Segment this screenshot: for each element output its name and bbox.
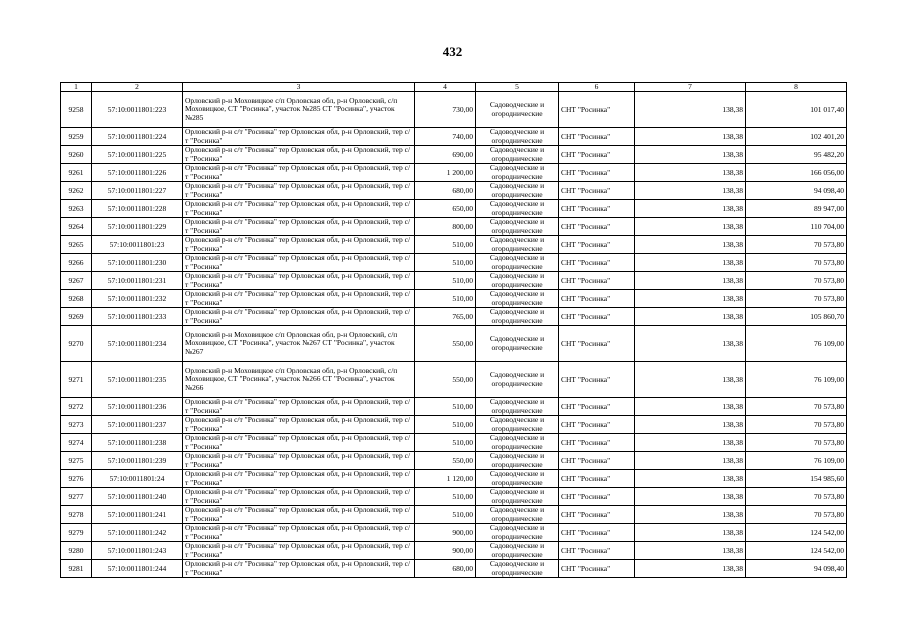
land-use-cell: Садоводческие и огороднические [476, 182, 559, 200]
table-row [61, 398, 847, 416]
cadastral-number-cell: 57:10:0011801:24 [92, 470, 183, 488]
land-use-cell: Садоводческие и огороднические [476, 254, 559, 272]
cadastral-number-cell: 57:10:0011801:226 [92, 164, 183, 182]
cadastral-value-cell: 102 401,20 [746, 128, 847, 146]
rate-cell: 138,38 [635, 164, 746, 182]
cadastral-number-cell: 57:10:0011801:224 [92, 128, 183, 146]
land-use-cell: Садоводческие и огороднические [476, 128, 559, 146]
column-header: 2 [92, 83, 183, 92]
land-use-cell: Садоводческие и огороднические [476, 416, 559, 434]
area-cell: 550,00 [415, 362, 476, 398]
row-number-cell: 9280 [61, 542, 92, 560]
address-cell: Орловский р-н с/т "Росинка" тер Орловская обл, р-н Орловский, тер с/т "Росинка" [183, 524, 415, 542]
rate-cell: 138,38 [635, 254, 746, 272]
cadastral-value-cell: 70 573,80 [746, 236, 847, 254]
organization-cell: СНТ "Росинка" [559, 200, 635, 218]
address-cell: Орловский р-н с/т "Росинка" тер Орловская обл, р-н Орловский, тер с/т "Росинка" [183, 542, 415, 560]
organization-cell: СНТ "Росинка" [559, 434, 635, 452]
cadastral-value-cell: 70 573,80 [746, 290, 847, 308]
land-use-cell: Садоводческие и огороднические [476, 290, 559, 308]
row-number-cell: 9271 [61, 362, 92, 398]
row-number-cell: 9274 [61, 434, 92, 452]
address-cell: Орловский р-н Моховицкое с/п Орловская обл, р-н Орловский, с/п Моховицкое, СТ "Росинка", участок №266 СТ "Росинка", участок №266 [183, 362, 415, 398]
cadastral-number-cell: 57:10:0011801:238 [92, 434, 183, 452]
address-cell: Орловский р-н с/т "Росинка" тер Орловская обл, р-н Орловский, тер с/т "Росинка" [183, 254, 415, 272]
cadastral-value-cell: 94 098,40 [746, 560, 847, 578]
row-number-cell: 9272 [61, 398, 92, 416]
cadastral-value-cell: 70 573,80 [746, 398, 847, 416]
row-number-cell: 9278 [61, 506, 92, 524]
organization-cell: СНТ "Росинка" [559, 416, 635, 434]
row-number-cell: 9260 [61, 146, 92, 164]
column-header: 7 [635, 83, 746, 92]
cadastral-value-cell: 76 109,00 [746, 362, 847, 398]
organization-cell: СНТ "Росинка" [559, 182, 635, 200]
row-number-cell: 9259 [61, 128, 92, 146]
cadastral-number-cell: 57:10:0011801:223 [92, 92, 183, 128]
rate-cell: 138,38 [635, 524, 746, 542]
cadastral-value-cell: 89 947,00 [746, 200, 847, 218]
area-cell: 550,00 [415, 326, 476, 362]
address-cell: Орловский р-н с/т "Росинка" тер Орловская обл, р-н Орловский, тер с/т "Росинка" [183, 416, 415, 434]
area-cell: 510,00 [415, 272, 476, 290]
cadastral-number-cell: 57:10:0011801:237 [92, 416, 183, 434]
row-number-cell: 9262 [61, 182, 92, 200]
address-cell: Орловский р-н с/т "Росинка" тер Орловская обл, р-н Орловский, тер с/т "Росинка" [183, 560, 415, 578]
land-use-cell: Садоводческие и огороднические [476, 200, 559, 218]
area-cell: 510,00 [415, 290, 476, 308]
cadastral-number-cell: 57:10:0011801:230 [92, 254, 183, 272]
rate-cell: 138,38 [635, 308, 746, 326]
header-row [61, 83, 847, 92]
land-use-cell: Садоводческие и огороднические [476, 146, 559, 164]
land-use-cell: Садоводческие и огороднические [476, 326, 559, 362]
area-cell: 510,00 [415, 236, 476, 254]
organization-cell: СНТ "Росинка" [559, 398, 635, 416]
organization-cell: СНТ "Росинка" [559, 92, 635, 128]
row-number-cell: 9263 [61, 200, 92, 218]
organization-cell: СНТ "Росинка" [559, 362, 635, 398]
land-use-cell: Садоводческие и огороднические [476, 524, 559, 542]
cadastral-number-cell: 57:10:0011801:239 [92, 452, 183, 470]
organization-cell: СНТ "Росинка" [559, 290, 635, 308]
organization-cell: СНТ "Росинка" [559, 452, 635, 470]
area-cell: 690,00 [415, 146, 476, 164]
column-header: 6 [559, 83, 635, 92]
table-row [61, 326, 847, 362]
organization-cell: СНТ "Росинка" [559, 488, 635, 506]
address-cell: Орловский р-н с/т "Росинка" тер Орловская обл, р-н Орловский, тер с/т "Росинка" [183, 452, 415, 470]
cadastral-number-cell: 57:10:0011801:244 [92, 560, 183, 578]
address-cell: Орловский р-н с/т "Росинка" тер Орловская обл, р-н Орловский, тер с/т "Росинка" [183, 434, 415, 452]
cadastral-value-cell: 76 109,00 [746, 452, 847, 470]
cadastral-value-cell: 70 573,80 [746, 272, 847, 290]
area-cell: 510,00 [415, 488, 476, 506]
table-row [61, 272, 847, 290]
column-header: 4 [415, 83, 476, 92]
table-row [61, 362, 847, 398]
area-cell: 900,00 [415, 542, 476, 560]
area-cell: 1 200,00 [415, 164, 476, 182]
rate-cell: 138,38 [635, 434, 746, 452]
organization-cell: СНТ "Росинка" [559, 236, 635, 254]
organization-cell: СНТ "Росинка" [559, 542, 635, 560]
land-use-cell: Садоводческие и огороднические [476, 452, 559, 470]
row-number-cell: 9266 [61, 254, 92, 272]
page-number: 432 [442, 44, 463, 59]
area-cell: 510,00 [415, 506, 476, 524]
address-cell: Орловский р-н с/т "Росинка" тер Орловская обл, р-н Орловский, тер с/т "Росинка" [183, 470, 415, 488]
cadastral-number-cell: 57:10:0011801:232 [92, 290, 183, 308]
land-use-cell: Садоводческие и огороднические [476, 560, 559, 578]
table-body [61, 92, 847, 578]
registry-table [60, 82, 847, 578]
area-cell: 765,00 [415, 308, 476, 326]
table-row [61, 200, 847, 218]
table-row [61, 452, 847, 470]
cadastral-number-cell: 57:10:0011801:228 [92, 200, 183, 218]
address-cell: Орловский р-н с/т "Росинка" тер Орловская обл, р-н Орловский, тер с/т "Росинка" [183, 272, 415, 290]
address-cell: Орловский р-н Моховицкое с/п Орловская обл, р-н Орловский, с/п Моховицкое, СТ "Росинка", участок №285 СТ "Росинка", участок №285 [183, 92, 415, 128]
address-cell: Орловский р-н с/т "Росинка" тер Орловская обл, р-н Орловский, тер с/т "Росинка" [183, 128, 415, 146]
table-row [61, 164, 847, 182]
cadastral-value-cell: 70 573,80 [746, 506, 847, 524]
land-use-cell: Садоводческие и огороднические [476, 488, 559, 506]
row-number-cell: 9268 [61, 290, 92, 308]
cadastral-value-cell: 70 573,80 [746, 416, 847, 434]
area-cell: 1 120,00 [415, 470, 476, 488]
table-row [61, 92, 847, 128]
rate-cell: 138,38 [635, 488, 746, 506]
land-use-cell: Садоводческие и огороднические [476, 470, 559, 488]
organization-cell: СНТ "Росинка" [559, 308, 635, 326]
area-cell: 510,00 [415, 398, 476, 416]
cadastral-value-cell: 94 098,40 [746, 182, 847, 200]
table-row [61, 146, 847, 164]
rate-cell: 138,38 [635, 452, 746, 470]
address-cell: Орловский р-н с/т "Росинка" тер Орловская обл, р-н Орловский, тер с/т "Росинка" [183, 290, 415, 308]
address-cell: Орловский р-н с/т "Росинка" тер Орловская обл, р-н Орловский, тер с/т "Росинка" [183, 236, 415, 254]
cadastral-number-cell: 57:10:0011801:231 [92, 272, 183, 290]
rate-cell: 138,38 [635, 128, 746, 146]
cadastral-value-cell: 154 985,60 [746, 470, 847, 488]
address-cell: Орловский р-н с/т "Росинка" тер Орловская обл, р-н Орловский, тер с/т "Росинка" [183, 398, 415, 416]
rate-cell: 138,38 [635, 272, 746, 290]
land-use-cell: Садоводческие и огороднические [476, 164, 559, 182]
address-cell: Орловский р-н с/т "Росинка" тер Орловская обл, р-н Орловский, тер с/т "Росинка" [183, 506, 415, 524]
row-number-cell: 9269 [61, 308, 92, 326]
cadastral-value-cell: 95 482,20 [746, 146, 847, 164]
address-cell: Орловский р-н с/т "Росинка" тер Орловская обл, р-н Орловский, тер с/т "Росинка" [183, 164, 415, 182]
table-row [61, 308, 847, 326]
cadastral-number-cell: 57:10:0011801:227 [92, 182, 183, 200]
rate-cell: 138,38 [635, 416, 746, 434]
cadastral-number-cell: 57:10:0011801:234 [92, 326, 183, 362]
row-number-cell: 9267 [61, 272, 92, 290]
cadastral-value-cell: 76 109,00 [746, 326, 847, 362]
organization-cell: СНТ "Росинка" [559, 254, 635, 272]
row-number-cell: 9276 [61, 470, 92, 488]
cadastral-value-cell: 70 573,80 [746, 254, 847, 272]
land-use-cell: Садоводческие и огороднические [476, 398, 559, 416]
table-row [61, 560, 847, 578]
cadastral-value-cell: 105 860,70 [746, 308, 847, 326]
area-cell: 740,00 [415, 128, 476, 146]
area-cell: 510,00 [415, 416, 476, 434]
cadastral-value-cell: 70 573,80 [746, 434, 847, 452]
cadastral-number-cell: 57:10:0011801:23 [92, 236, 183, 254]
cadastral-number-cell: 57:10:0011801:240 [92, 488, 183, 506]
row-number-cell: 9275 [61, 452, 92, 470]
row-number-cell: 9261 [61, 164, 92, 182]
cadastral-number-cell: 57:10:0011801:235 [92, 362, 183, 398]
rate-cell: 138,38 [635, 326, 746, 362]
address-cell: Орловский р-н с/т "Росинка" тер Орловская обл, р-н Орловский, тер с/т "Росинка" [183, 488, 415, 506]
table-row [61, 218, 847, 236]
cadastral-number-cell: 57:10:0011801:236 [92, 398, 183, 416]
table-row [61, 524, 847, 542]
cadastral-number-cell: 57:10:0011801:242 [92, 524, 183, 542]
organization-cell: СНТ "Росинка" [559, 326, 635, 362]
row-number-cell: 9279 [61, 524, 92, 542]
rate-cell: 138,38 [635, 146, 746, 164]
area-cell: 510,00 [415, 434, 476, 452]
address-cell: Орловский р-н с/т "Росинка" тер Орловская обл, р-н Орловский, тер с/т "Росинка" [183, 182, 415, 200]
rate-cell: 138,38 [635, 236, 746, 254]
address-cell: Орловский р-н с/т "Росинка" тер Орловская обл, р-н Орловский, тер с/т "Росинка" [183, 146, 415, 164]
column-header: 5 [476, 83, 559, 92]
row-number-cell: 9273 [61, 416, 92, 434]
cadastral-value-cell: 124 542,00 [746, 542, 847, 560]
address-cell: Орловский р-н с/т "Росинка" тер Орловская обл, р-н Орловский, тер с/т "Росинка" [183, 200, 415, 218]
area-cell: 550,00 [415, 452, 476, 470]
area-cell: 800,00 [415, 218, 476, 236]
table-row [61, 506, 847, 524]
cadastral-value-cell: 124 542,00 [746, 524, 847, 542]
organization-cell: СНТ "Росинка" [559, 218, 635, 236]
row-number-cell: 9264 [61, 218, 92, 236]
area-cell: 730,00 [415, 92, 476, 128]
area-cell: 510,00 [415, 254, 476, 272]
table-row [61, 416, 847, 434]
cadastral-value-cell: 166 056,00 [746, 164, 847, 182]
area-cell: 680,00 [415, 182, 476, 200]
organization-cell: СНТ "Росинка" [559, 146, 635, 164]
cadastral-number-cell: 57:10:0011801:233 [92, 308, 183, 326]
organization-cell: СНТ "Росинка" [559, 560, 635, 578]
row-number-cell: 9281 [61, 560, 92, 578]
table-row [61, 470, 847, 488]
rate-cell: 138,38 [635, 560, 746, 578]
land-use-cell: Садоводческие и огороднические [476, 236, 559, 254]
land-use-cell: Садоводческие и огороднические [476, 92, 559, 128]
land-use-cell: Садоводческие и огороднические [476, 542, 559, 560]
column-header: 8 [746, 83, 847, 92]
land-use-cell: Садоводческие и огороднические [476, 434, 559, 452]
organization-cell: СНТ "Росинка" [559, 524, 635, 542]
area-cell: 650,00 [415, 200, 476, 218]
rate-cell: 138,38 [635, 290, 746, 308]
cadastral-number-cell: 57:10:0011801:241 [92, 506, 183, 524]
cadastral-value-cell: 101 017,40 [746, 92, 847, 128]
row-number-cell: 9270 [61, 326, 92, 362]
table-row [61, 236, 847, 254]
table-row [61, 182, 847, 200]
table-row [61, 128, 847, 146]
organization-cell: СНТ "Росинка" [559, 164, 635, 182]
row-number-cell: 9277 [61, 488, 92, 506]
organization-cell: СНТ "Росинка" [559, 128, 635, 146]
cadastral-value-cell: 110 704,00 [746, 218, 847, 236]
column-header: 1 [61, 83, 92, 92]
cadastral-number-cell: 57:10:0011801:243 [92, 542, 183, 560]
cadastral-value-cell: 70 573,80 [746, 488, 847, 506]
rate-cell: 138,38 [635, 506, 746, 524]
rate-cell: 138,38 [635, 362, 746, 398]
area-cell: 680,00 [415, 560, 476, 578]
table-row [61, 254, 847, 272]
row-number-cell: 9265 [61, 236, 92, 254]
organization-cell: СНТ "Росинка" [559, 506, 635, 524]
rate-cell: 138,38 [635, 542, 746, 560]
rate-cell: 138,38 [635, 398, 746, 416]
cadastral-number-cell: 57:10:0011801:229 [92, 218, 183, 236]
rate-cell: 138,38 [635, 92, 746, 128]
organization-cell: СНТ "Росинка" [559, 470, 635, 488]
organization-cell: СНТ "Росинка" [559, 272, 635, 290]
rate-cell: 138,38 [635, 200, 746, 218]
table-row [61, 290, 847, 308]
land-use-cell: Садоводческие и огороднические [476, 272, 559, 290]
address-cell: Орловский р-н с/т "Росинка" тер Орловская обл, р-н Орловский, тер с/т "Росинка" [183, 308, 415, 326]
table-row [61, 542, 847, 560]
rate-cell: 138,38 [635, 470, 746, 488]
rate-cell: 138,38 [635, 218, 746, 236]
land-use-cell: Садоводческие и огороднические [476, 506, 559, 524]
row-number-cell: 9258 [61, 92, 92, 128]
table-row [61, 488, 847, 506]
land-use-cell: Садоводческие и огороднические [476, 218, 559, 236]
land-use-cell: Садоводческие и огороднические [476, 308, 559, 326]
address-cell: Орловский р-н Моховицкое с/п Орловская обл, р-н Орловский, с/п Моховицкое, СТ "Росинка", участок №267 СТ "Росинка", участок №267 [183, 326, 415, 362]
table-row [61, 434, 847, 452]
cadastral-number-cell: 57:10:0011801:225 [92, 146, 183, 164]
land-use-cell: Садоводческие и огороднические [476, 362, 559, 398]
area-cell: 900,00 [415, 524, 476, 542]
address-cell: Орловский р-н с/т "Росинка" тер Орловская обл, р-н Орловский, тер с/т "Росинка" [183, 218, 415, 236]
rate-cell: 138,38 [635, 182, 746, 200]
column-header: 3 [183, 83, 415, 92]
